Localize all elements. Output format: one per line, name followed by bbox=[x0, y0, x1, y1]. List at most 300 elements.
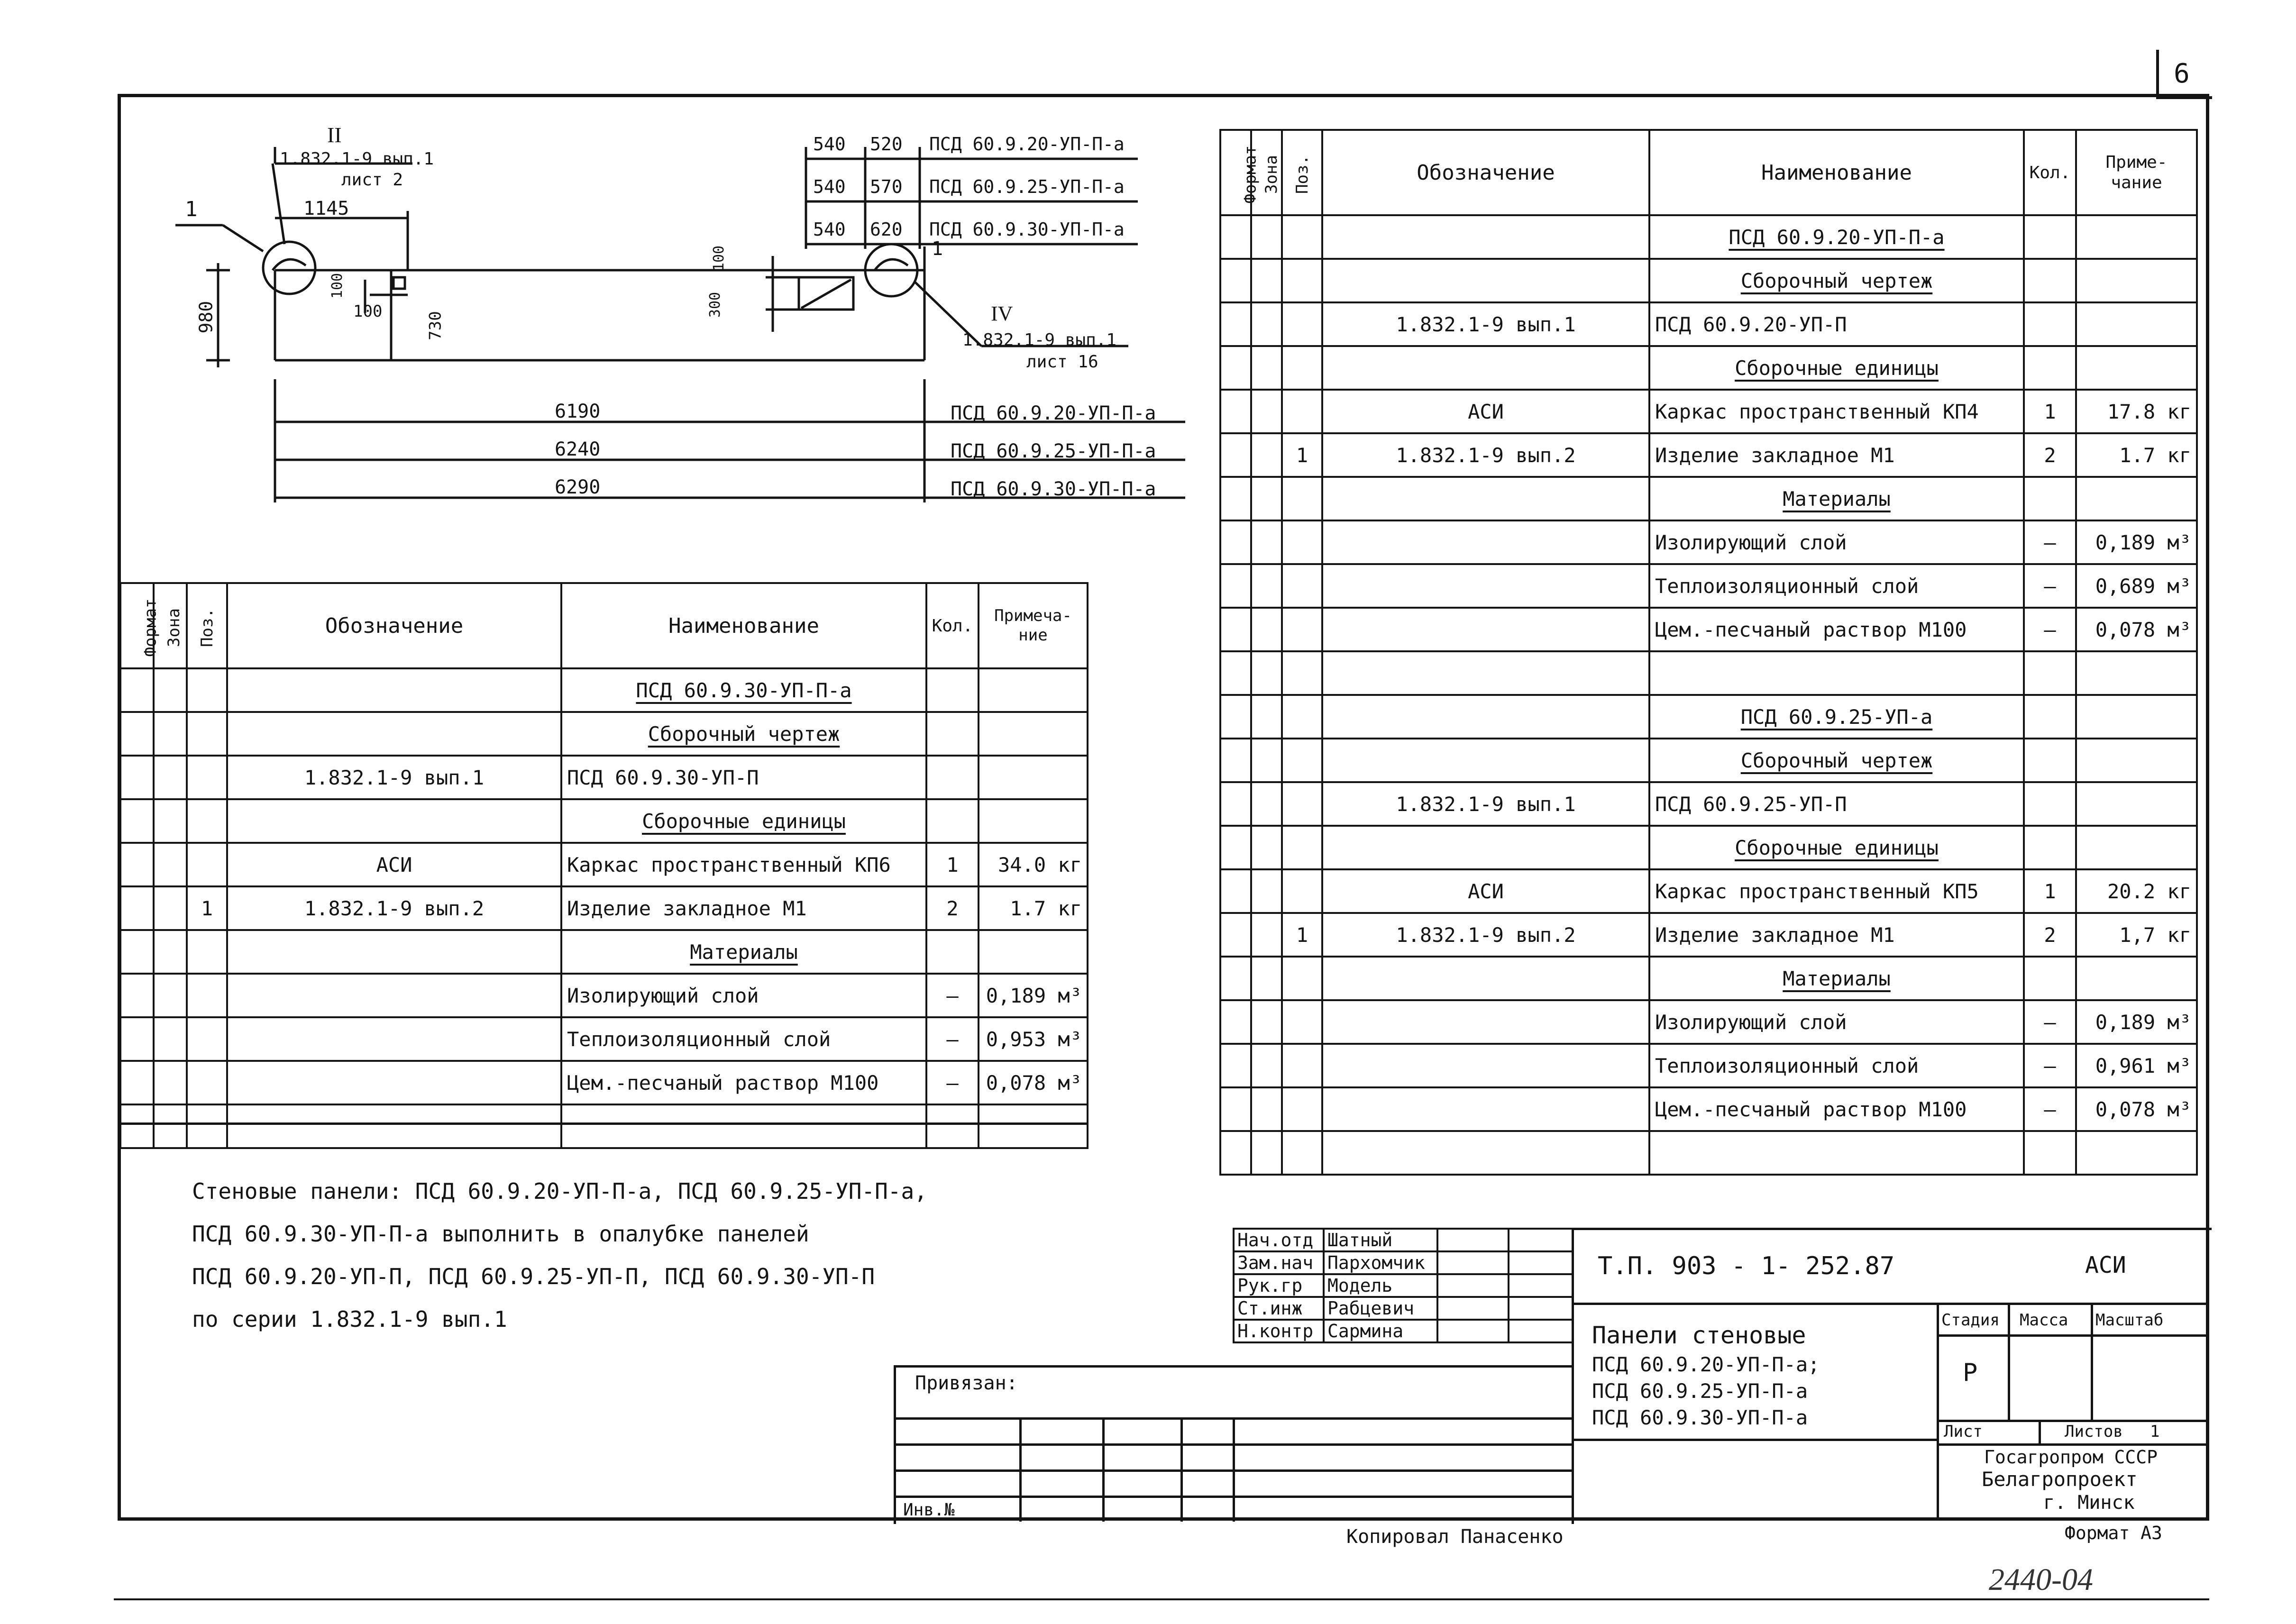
signature-row bbox=[1234, 1251, 1573, 1274]
spec-row bbox=[1220, 1000, 2197, 1044]
drawing-code: Т.П. 903 - 1- 252.87 bbox=[1598, 1252, 1895, 1280]
note-cell bbox=[2076, 477, 2197, 520]
note-line: ПСД 60.9.30-УП-П-а выполнить в опалубке панелей bbox=[192, 1221, 809, 1247]
qty-cell bbox=[2024, 259, 2076, 302]
spec-row bbox=[1220, 390, 2197, 433]
note-cell bbox=[2076, 1131, 2197, 1175]
format-cell bbox=[1220, 302, 1251, 346]
archive-number: 2440-04 bbox=[1989, 1562, 2093, 1597]
spec-table-right bbox=[1219, 129, 2198, 1176]
name-cell: Материалы bbox=[1649, 957, 2024, 1000]
zone-cell bbox=[1251, 1044, 1282, 1087]
format-cell bbox=[1220, 433, 1251, 477]
spec-row bbox=[120, 756, 1088, 799]
qty-cell bbox=[926, 668, 979, 712]
name-cell: Каркас пространственный КП6 bbox=[561, 843, 926, 886]
signature-name: Сармина bbox=[1324, 1320, 1437, 1342]
top-dim-name: ПСД 60.9.20-УП-П-а bbox=[929, 134, 1125, 155]
qty-cell bbox=[2024, 826, 2076, 869]
spec-row bbox=[120, 886, 1088, 930]
signature-date bbox=[1509, 1229, 1573, 1251]
pos-cell bbox=[1282, 695, 1322, 739]
title-block-line bbox=[1572, 1439, 1937, 1441]
dim-1145: 1145 bbox=[303, 198, 349, 219]
col-note: Приме-чание bbox=[2076, 130, 2197, 215]
qty-cell bbox=[2024, 782, 2076, 826]
divider-line bbox=[119, 1122, 1087, 1125]
format-cell bbox=[120, 843, 154, 886]
name-cell: ПСД 60.9.25-УП-П bbox=[1649, 782, 2024, 826]
top-dim-b: 520 bbox=[870, 134, 903, 155]
section-mark: II bbox=[327, 123, 342, 147]
spec-row bbox=[1220, 564, 2197, 608]
note-cell: 0,189 м³ bbox=[2076, 520, 2197, 564]
zone-cell bbox=[154, 799, 187, 843]
title-line2: ПСД 60.9.20-УП-П-а; bbox=[1592, 1353, 1820, 1376]
designation-cell: 1.832.1-9 вып.1 bbox=[227, 756, 561, 799]
zone-cell bbox=[1251, 477, 1282, 520]
format-cell bbox=[120, 756, 154, 799]
pos-cell bbox=[187, 1017, 227, 1061]
signature-date bbox=[1509, 1297, 1573, 1320]
name-cell: Сборочные единицы bbox=[1649, 826, 2024, 869]
pos-cell bbox=[1282, 869, 1322, 913]
name-cell: Изолирующий слой bbox=[1649, 520, 2024, 564]
privyazan-col-line bbox=[1233, 1417, 1235, 1522]
format-cell bbox=[1220, 1000, 1251, 1044]
name-cell: ПСД 60.9.20-УП-П-а bbox=[1649, 215, 2024, 259]
stage-value: Р bbox=[1963, 1359, 1978, 1387]
name-cell: ПСД 60.9.30-УП-П-а bbox=[561, 668, 926, 712]
designation-cell bbox=[1322, 957, 1649, 1000]
bottom-edge-line bbox=[114, 1598, 2209, 1600]
format-cell bbox=[120, 886, 154, 930]
zone-cell bbox=[1251, 695, 1282, 739]
zone-cell bbox=[154, 1061, 187, 1104]
dim-980: 980 bbox=[195, 301, 217, 334]
signature-stamp bbox=[1233, 1228, 1573, 1343]
qty-cell: 2 bbox=[2024, 913, 2076, 957]
signature-date bbox=[1509, 1320, 1573, 1342]
detail-ref-line1: 1.832.1-9 вып.1 bbox=[962, 330, 1117, 350]
org-line1: Госагропром СССР bbox=[1984, 1447, 2158, 1468]
format-cell bbox=[120, 712, 154, 756]
zone-cell bbox=[1251, 826, 1282, 869]
designation-cell bbox=[227, 799, 561, 843]
qty-cell bbox=[926, 1104, 979, 1148]
name-cell: Теплоизоляционный слой bbox=[1649, 564, 2024, 608]
pos-cell bbox=[1282, 215, 1322, 259]
note-cell: 0,078 м³ bbox=[2076, 1087, 2197, 1131]
designation-cell bbox=[227, 974, 561, 1017]
col-designation: Обозначение bbox=[227, 583, 561, 668]
top-dim-b: 620 bbox=[870, 219, 903, 240]
zone-cell bbox=[1251, 869, 1282, 913]
zone-cell bbox=[1251, 390, 1282, 433]
note-cell: 0,078 м³ bbox=[979, 1061, 1088, 1104]
pos-cell bbox=[1282, 1044, 1322, 1087]
note-cell: 0,189 м³ bbox=[979, 974, 1088, 1017]
qty-cell: — bbox=[926, 1061, 979, 1104]
pos-cell bbox=[187, 756, 227, 799]
col-designation: Обозначение bbox=[1322, 130, 1649, 215]
pos-cell bbox=[1282, 608, 1322, 651]
zone-cell bbox=[1251, 520, 1282, 564]
note-cell bbox=[979, 930, 1088, 974]
zone-cell bbox=[1251, 957, 1282, 1000]
name-cell: Сборочный чертеж bbox=[561, 712, 926, 756]
sheets-value: 1 bbox=[2150, 1422, 2160, 1441]
zone-cell bbox=[1251, 259, 1282, 302]
designation-cell: АСИ bbox=[1322, 390, 1649, 433]
signature-role: Нач.отд bbox=[1234, 1229, 1324, 1251]
pos-cell bbox=[1282, 826, 1322, 869]
name-cell: Изделие закладное М1 bbox=[1649, 913, 2024, 957]
designation-cell bbox=[1322, 346, 1649, 390]
zone-cell bbox=[154, 668, 187, 712]
signature-name: Модель bbox=[1324, 1274, 1437, 1297]
top-dim-b: 570 bbox=[870, 176, 903, 197]
name-cell: Теплоизоляционный слой bbox=[561, 1017, 926, 1061]
note-line: ПСД 60.9.20-УП-П, ПСД 60.9.25-УП-П, ПСД 60.9.30-УП-П bbox=[192, 1264, 875, 1289]
note-cell: 0,189 м³ bbox=[2076, 1000, 2197, 1044]
col-name: Наименование bbox=[561, 583, 926, 668]
sheets-label: Листов bbox=[2065, 1422, 2123, 1441]
designation-cell bbox=[1322, 477, 1649, 520]
designation-cell bbox=[1322, 1131, 1649, 1175]
spec-row bbox=[1220, 520, 2197, 564]
name-cell: Материалы bbox=[561, 930, 926, 974]
note-cell: 34.0 кг bbox=[979, 843, 1088, 886]
spec-row bbox=[1220, 302, 2197, 346]
format-cell bbox=[120, 974, 154, 1017]
spec-row bbox=[1220, 433, 2197, 477]
pos-cell bbox=[187, 1104, 227, 1148]
designation-cell: АСИ bbox=[1322, 869, 1649, 913]
name-cell: Материалы bbox=[1649, 477, 2024, 520]
title-block-line bbox=[1937, 1443, 2209, 1446]
sheet-label: Лист bbox=[1944, 1422, 1983, 1441]
zone-cell bbox=[1251, 1087, 1282, 1131]
length-dim-value: 6190 bbox=[555, 401, 601, 422]
name-cell: ПСД 60.9.25-УП-а bbox=[1649, 695, 2024, 739]
format-cell bbox=[1220, 1131, 1251, 1175]
spec-header-row bbox=[120, 583, 1088, 668]
length-dim-name: ПСД 60.9.25-УП-П-а bbox=[951, 440, 1156, 462]
name-cell: Сборочные единицы bbox=[561, 799, 926, 843]
note-line: по серии 1.832.1-9 вып.1 bbox=[192, 1306, 507, 1332]
zone-cell bbox=[1251, 433, 1282, 477]
designation-cell bbox=[1322, 259, 1649, 302]
signature-name: Пархомчик bbox=[1324, 1251, 1437, 1274]
designation-cell: 1.832.1-9 вып.1 bbox=[1322, 302, 1649, 346]
qty-cell: — bbox=[2024, 1044, 2076, 1087]
pos-cell bbox=[1282, 520, 1322, 564]
designation-cell bbox=[1322, 215, 1649, 259]
name-cell: Теплоизоляционный слой bbox=[1649, 1044, 2024, 1087]
spec-row bbox=[1220, 913, 2197, 957]
note-cell bbox=[2076, 826, 2197, 869]
name-cell: Каркас пространственный КП4 bbox=[1649, 390, 2024, 433]
note-cell bbox=[2076, 695, 2197, 739]
spec-row bbox=[1220, 957, 2197, 1000]
pos-cell bbox=[1282, 477, 1322, 520]
note-cell bbox=[2076, 346, 2197, 390]
spec-row bbox=[120, 668, 1088, 712]
title-line4: ПСД 60.9.30-УП-П-а bbox=[1592, 1406, 1808, 1429]
spec-row bbox=[120, 1061, 1088, 1104]
format-cell bbox=[1220, 477, 1251, 520]
col-format: Формат bbox=[120, 583, 154, 668]
spec-row bbox=[1220, 869, 2197, 913]
col-zone: Зона bbox=[154, 583, 187, 668]
format-cell bbox=[120, 930, 154, 974]
top-dim-a: 540 bbox=[813, 176, 846, 197]
dim-300: 300 bbox=[707, 292, 724, 318]
title-line3: ПСД 60.9.25-УП-П-а bbox=[1592, 1379, 1808, 1403]
sheet-number: 6 bbox=[2174, 58, 2190, 89]
qty-cell bbox=[926, 799, 979, 843]
designation-cell bbox=[1322, 826, 1649, 869]
designation-cell bbox=[1322, 739, 1649, 782]
spec-row bbox=[1220, 826, 2197, 869]
org-line2: Белагропроект bbox=[1982, 1468, 2138, 1491]
stage-label: Стадия bbox=[1941, 1311, 2000, 1330]
qty-cell bbox=[926, 930, 979, 974]
qty-cell: 2 bbox=[2024, 433, 2076, 477]
spec-row bbox=[120, 799, 1088, 843]
note-cell: 20.2 кг bbox=[2076, 869, 2197, 913]
designation-cell bbox=[227, 1061, 561, 1104]
qty-cell: 1 bbox=[926, 843, 979, 886]
signature-row bbox=[1234, 1320, 1573, 1342]
format-cell bbox=[120, 1017, 154, 1061]
format-cell bbox=[1220, 826, 1251, 869]
spec-row bbox=[1220, 215, 2197, 259]
col-format: Формат bbox=[1220, 130, 1251, 215]
note-cell: 0,078 м³ bbox=[2076, 608, 2197, 651]
pos-cell bbox=[1282, 302, 1322, 346]
qty-cell bbox=[2024, 651, 2076, 695]
section-ref-line1: 1.832.1-9 вып.1 bbox=[280, 149, 434, 169]
qty-cell: 2 bbox=[926, 886, 979, 930]
dim-100a: 100 bbox=[329, 273, 346, 299]
designation-cell bbox=[1322, 695, 1649, 739]
spec-row bbox=[1220, 259, 2197, 302]
zone-cell bbox=[1251, 651, 1282, 695]
note-cell: 0,953 м³ bbox=[979, 1017, 1088, 1061]
zone-cell bbox=[1251, 1131, 1282, 1175]
qty-cell: — bbox=[926, 974, 979, 1017]
pos-cell bbox=[1282, 346, 1322, 390]
qty-cell bbox=[2024, 477, 2076, 520]
qty-cell bbox=[2024, 695, 2076, 739]
signature-name: Рабцевич bbox=[1324, 1297, 1437, 1320]
note-line: Стеновые панели: ПСД 60.9.20-УП-П-а, ПСД 60.9.25-УП-П-а, bbox=[192, 1178, 927, 1204]
designation-cell bbox=[1322, 1087, 1649, 1131]
note-cell bbox=[2076, 782, 2197, 826]
format-cell bbox=[1220, 782, 1251, 826]
qty-cell bbox=[2024, 739, 2076, 782]
length-dim-value: 6290 bbox=[555, 476, 601, 498]
signature-row bbox=[1234, 1274, 1573, 1297]
spec-table-left bbox=[119, 582, 1089, 1149]
spec-row bbox=[1220, 1044, 2197, 1087]
format-cell bbox=[1220, 346, 1251, 390]
col-name: Наименование bbox=[1649, 130, 2024, 215]
zone-cell bbox=[1251, 913, 1282, 957]
dim-100c: 100 bbox=[711, 245, 728, 272]
name-cell: Изолирующий слой bbox=[561, 974, 926, 1017]
designation-cell: 1.832.1-9 вып.2 bbox=[227, 886, 561, 930]
spec-row bbox=[1220, 1131, 2197, 1175]
qty-cell: — bbox=[2024, 520, 2076, 564]
qty-cell: — bbox=[2024, 1087, 2076, 1131]
name-cell: Каркас пространственный КП5 bbox=[1649, 869, 2024, 913]
format-cell bbox=[1220, 1044, 1251, 1087]
format-cell bbox=[1220, 564, 1251, 608]
qty-cell: — bbox=[2024, 1000, 2076, 1044]
pos-cell bbox=[187, 799, 227, 843]
zone-cell bbox=[1251, 739, 1282, 782]
spec-row bbox=[120, 1017, 1088, 1061]
designation-cell: 1.832.1-9 вып.2 bbox=[1322, 913, 1649, 957]
inv-label: Инв.№ bbox=[903, 1500, 955, 1520]
spec-row bbox=[1220, 739, 2197, 782]
qty-cell bbox=[2024, 215, 2076, 259]
name-cell: Цем.-песчаный раствор М100 bbox=[1649, 608, 2024, 651]
pos-cell bbox=[1282, 1131, 1322, 1175]
format-cell bbox=[1220, 869, 1251, 913]
designation-cell bbox=[1322, 520, 1649, 564]
designation-cell: 1.832.1-9 вып.2 bbox=[1322, 433, 1649, 477]
col-pos: Поз. bbox=[187, 583, 227, 668]
note-cell bbox=[2076, 957, 2197, 1000]
qty-cell: 1 bbox=[2024, 869, 2076, 913]
designation-cell bbox=[227, 668, 561, 712]
spec-row bbox=[120, 712, 1088, 756]
name-cell: Изделие закладное М1 bbox=[561, 886, 926, 930]
designation-cell bbox=[227, 1104, 561, 1148]
designation-cell bbox=[1322, 651, 1649, 695]
col-zone: Зона bbox=[1251, 130, 1282, 215]
format-label: Формат А3 bbox=[2065, 1523, 2162, 1543]
format-cell bbox=[1220, 695, 1251, 739]
pos-cell bbox=[187, 1061, 227, 1104]
note-cell: 17.8 кг bbox=[2076, 390, 2197, 433]
org-line3: г. Минск bbox=[2043, 1492, 2135, 1514]
note-cell bbox=[979, 799, 1088, 843]
title-block-line bbox=[2008, 1303, 2010, 1420]
format-cell bbox=[1220, 215, 1251, 259]
zone-cell bbox=[1251, 564, 1282, 608]
designation-cell bbox=[227, 1017, 561, 1061]
note-cell: 0,961 м³ bbox=[2076, 1044, 2197, 1087]
zone-cell bbox=[154, 886, 187, 930]
qty-cell bbox=[926, 712, 979, 756]
format-cell bbox=[1220, 608, 1251, 651]
dim-730: 730 bbox=[426, 311, 445, 340]
note-cell bbox=[2076, 739, 2197, 782]
format-cell bbox=[1220, 913, 1251, 957]
title-block-line bbox=[1572, 1303, 2209, 1305]
zone-cell bbox=[154, 1104, 187, 1148]
zone-cell bbox=[1251, 782, 1282, 826]
name-cell: Сборочный чертеж bbox=[1649, 259, 2024, 302]
pos-cell bbox=[1282, 1087, 1322, 1131]
privyazan-col-line bbox=[1180, 1417, 1183, 1522]
privyazan-col-line bbox=[1019, 1417, 1022, 1522]
name-cell bbox=[1649, 1131, 2024, 1175]
signature-date bbox=[1509, 1251, 1573, 1274]
pos-cell bbox=[1282, 651, 1322, 695]
designation-cell bbox=[227, 930, 561, 974]
format-cell bbox=[120, 1061, 154, 1104]
signature-role: Зам.нач bbox=[1234, 1251, 1324, 1274]
qty-cell: 1 bbox=[2024, 390, 2076, 433]
note-cell: 1.7 кг bbox=[979, 886, 1088, 930]
designation-cell bbox=[1322, 608, 1649, 651]
pos-cell bbox=[187, 930, 227, 974]
zone-cell bbox=[1251, 215, 1282, 259]
signature-role: Ст.инж bbox=[1234, 1297, 1324, 1320]
name-cell: Изолирующий слой bbox=[1649, 1000, 2024, 1044]
mass-label: Масса bbox=[2020, 1311, 2068, 1330]
name-cell: Цем.-песчаный раствор М100 bbox=[1649, 1087, 2024, 1131]
pos-cell bbox=[187, 843, 227, 886]
pos-cell bbox=[1282, 390, 1322, 433]
zone-cell bbox=[154, 930, 187, 974]
spec-row bbox=[120, 843, 1088, 886]
top-dim-a: 540 bbox=[813, 219, 846, 240]
pos-cell bbox=[1282, 259, 1322, 302]
top-dim-a: 540 bbox=[813, 134, 846, 155]
spec-row bbox=[1220, 782, 2197, 826]
col-qty: Кол. bbox=[2024, 130, 2076, 215]
pos-cell bbox=[1282, 782, 1322, 826]
note-cell: 1,7 кг bbox=[2076, 913, 2197, 957]
designation-cell: АСИ bbox=[227, 843, 561, 886]
qty-cell bbox=[2024, 346, 2076, 390]
name-cell: Изделие закладное М1 bbox=[1649, 433, 2024, 477]
signature-name: Шатный bbox=[1324, 1229, 1437, 1251]
designation-cell bbox=[1322, 1044, 1649, 1087]
qty-cell: — bbox=[2024, 608, 2076, 651]
note-cell: 1.7 кг bbox=[2076, 433, 2197, 477]
zone-cell bbox=[154, 843, 187, 886]
designation-cell: 1.832.1-9 вып.1 bbox=[1322, 782, 1649, 826]
designation-cell bbox=[1322, 1000, 1649, 1044]
top-dim-name: ПСД 60.9.25-УП-П-а bbox=[929, 176, 1125, 197]
signature-row bbox=[1234, 1297, 1573, 1320]
zone-cell bbox=[1251, 1000, 1282, 1044]
pos-cell: 1 bbox=[187, 886, 227, 930]
name-cell: ПСД 60.9.30-УП-П bbox=[561, 756, 926, 799]
format-cell bbox=[1220, 259, 1251, 302]
zone-cell bbox=[154, 974, 187, 1017]
pos-label-right: 1 bbox=[932, 238, 943, 260]
spec-row bbox=[1220, 695, 2197, 739]
spec-header-row bbox=[1220, 130, 2197, 215]
format-cell bbox=[120, 1104, 154, 1148]
zone-cell bbox=[154, 756, 187, 799]
format-cell bbox=[1220, 739, 1251, 782]
zone-cell bbox=[1251, 608, 1282, 651]
pos-cell bbox=[1282, 739, 1322, 782]
designation-cell bbox=[227, 712, 561, 756]
col-note: Примеча-ние bbox=[979, 583, 1088, 668]
detail-ref-line2: лист 16 bbox=[1026, 352, 1098, 372]
